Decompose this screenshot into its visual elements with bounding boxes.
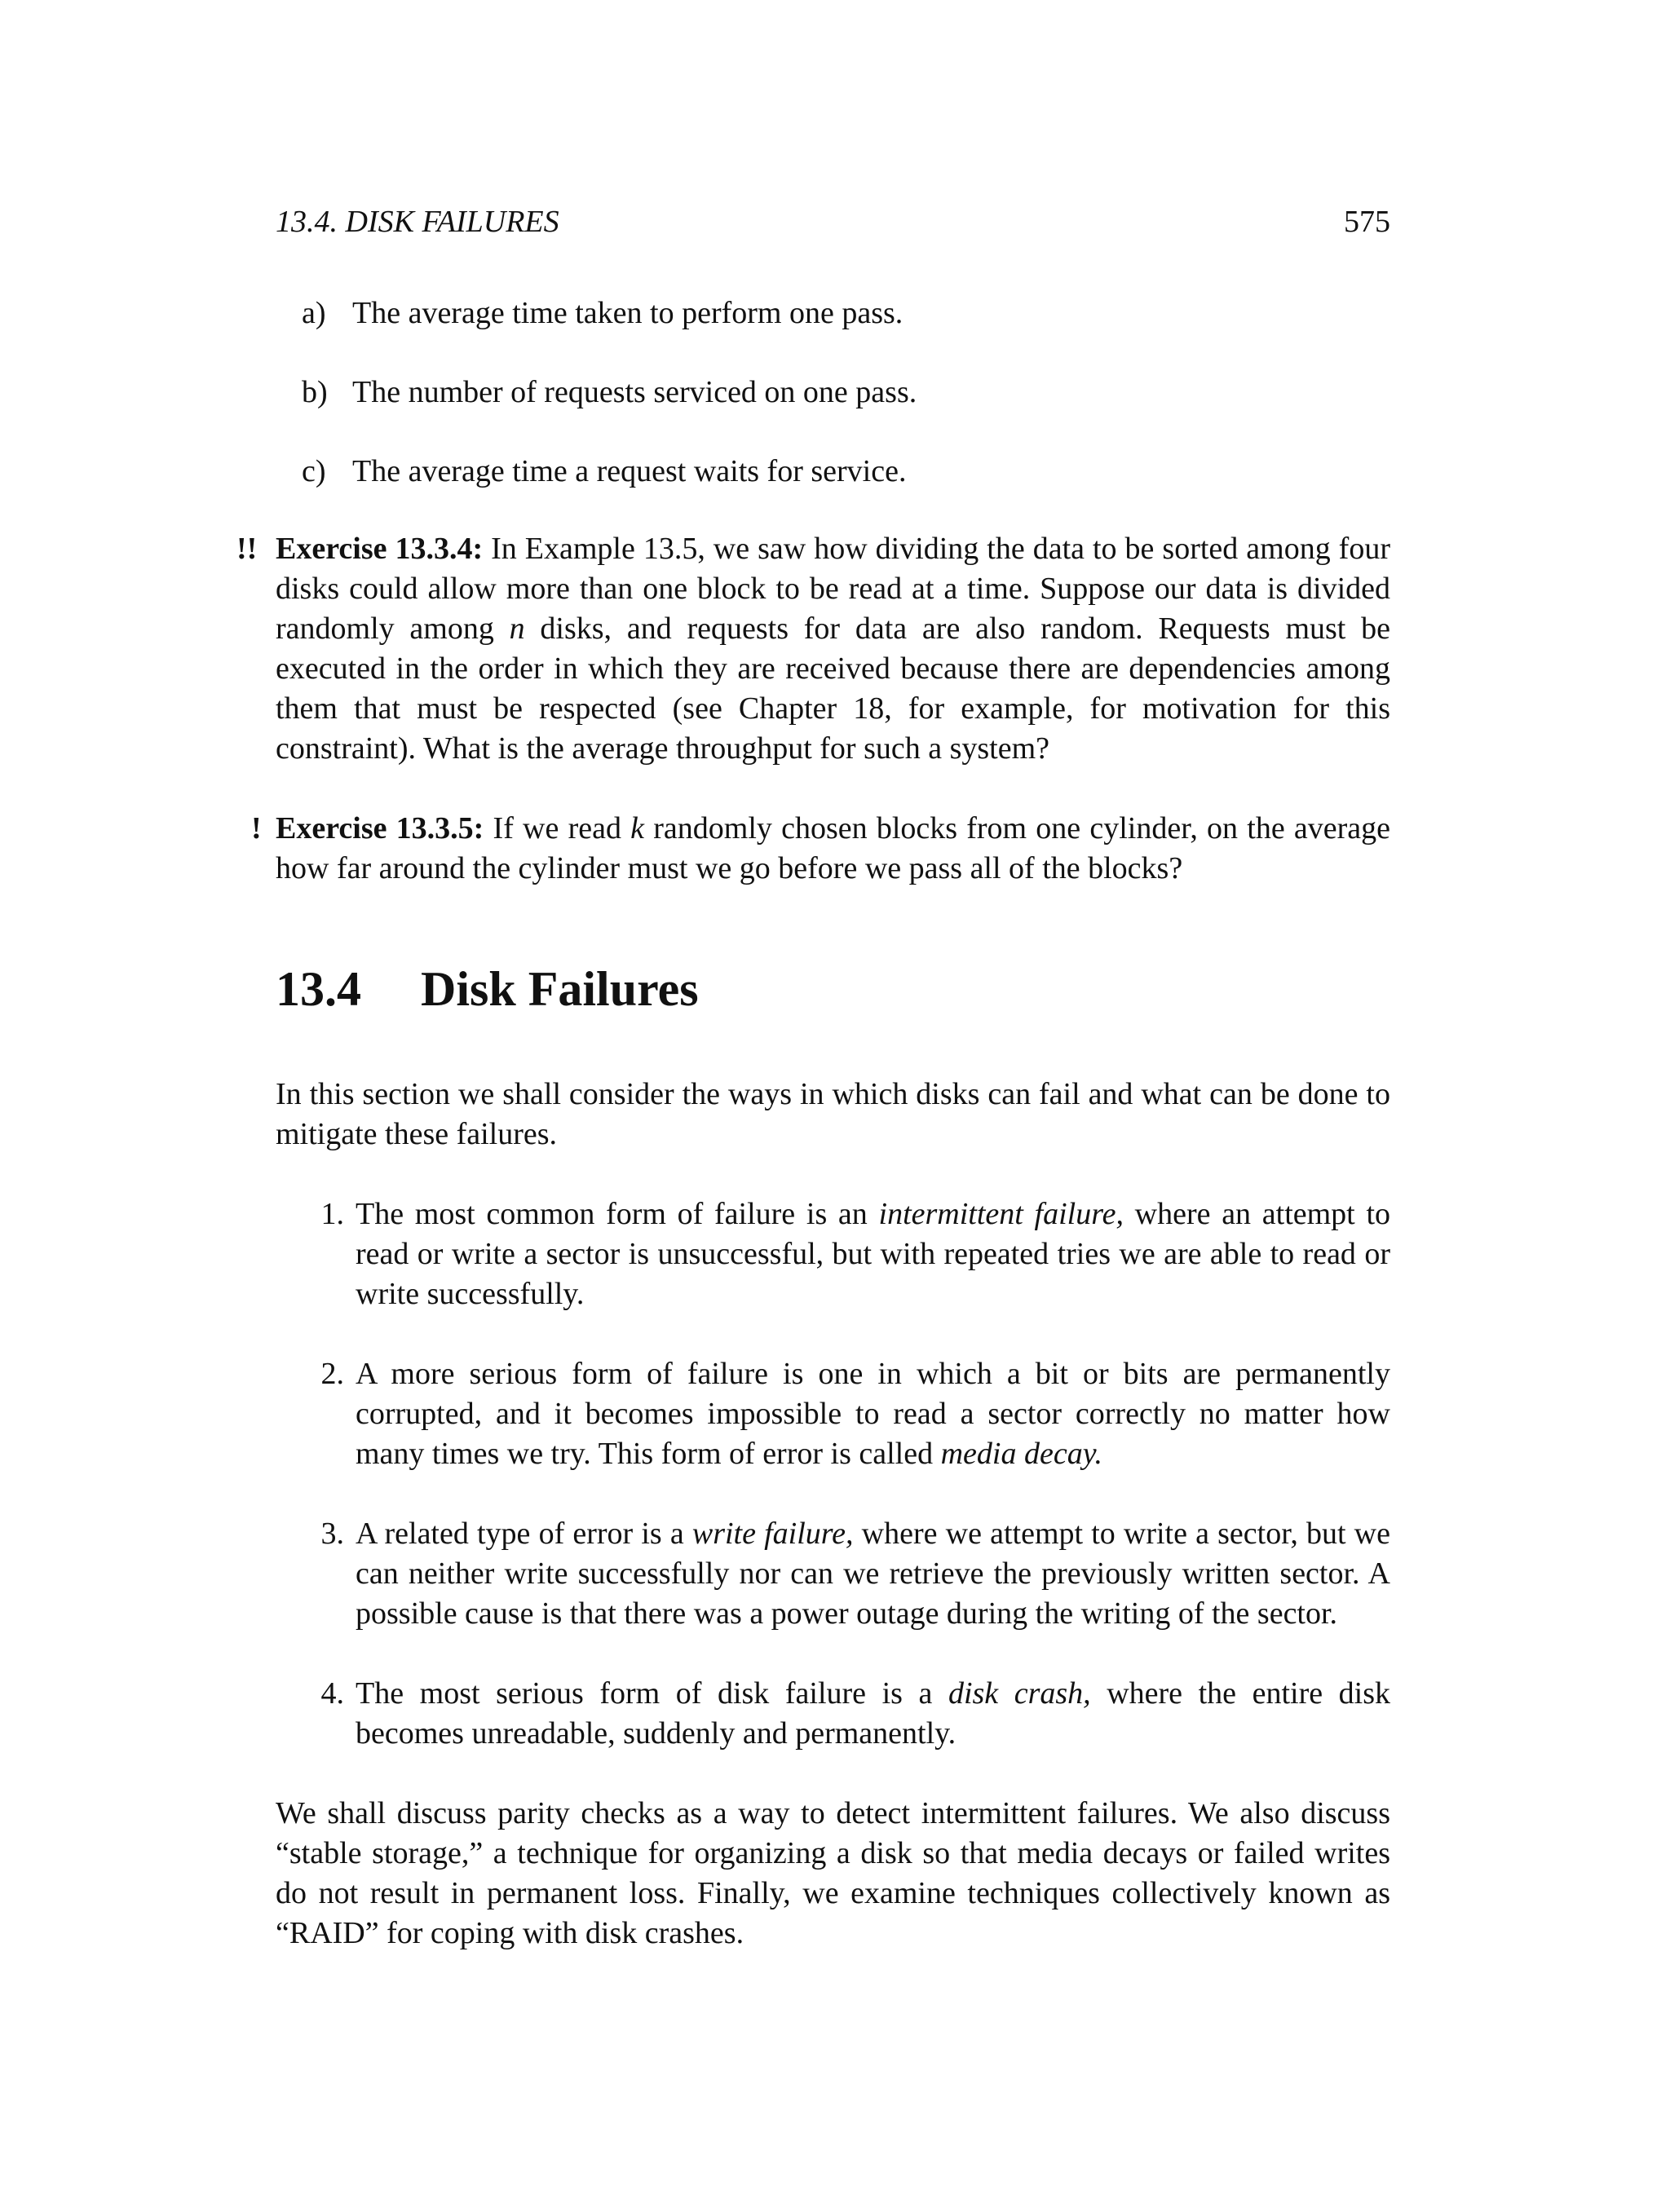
- list-item: [302, 452, 1390, 492]
- difficulty-marks: !!: [236, 532, 258, 566]
- text-span: where we attempt to write a sector, but we can neither write successfully nor can we retrieve the previously written sector. A possible cause is that there was a power outage during the writing of the sector.: [356, 1517, 1390, 1631]
- list-item: [302, 294, 1390, 333]
- failure-types-list: [276, 1194, 1390, 1754]
- exercise-text: randomly chosen blocks from one cylinder, on the average how far around the cylinder must we go before we pass all of the blocks?: [276, 811, 1391, 885]
- item-label: b): [302, 375, 328, 409]
- page-header: [276, 204, 1390, 240]
- exercise-subitems: [276, 294, 1390, 492]
- section-title: Disk Failures: [421, 962, 699, 1016]
- difficulty-marks: !: [251, 811, 262, 846]
- term: write failure,: [691, 1517, 854, 1551]
- item-text: [356, 1194, 1390, 1314]
- text-span: The most common form of failure is an: [356, 1197, 879, 1231]
- item-text: [356, 1514, 1390, 1634]
- exercise-13-3-4: [236, 529, 1390, 769]
- list-item: [276, 1194, 1390, 1314]
- exercise-label: Exercise 13.3.4:: [276, 532, 484, 566]
- page-number: 575: [1344, 205, 1390, 239]
- list-item: [276, 1674, 1390, 1754]
- text-span: The most serious form of disk failure is a: [356, 1676, 948, 1711]
- body-column: [236, 294, 1391, 1993]
- item-number: 4.: [320, 1676, 344, 1711]
- term: disk crash,: [948, 1676, 1091, 1711]
- list-item: [276, 1354, 1390, 1474]
- variable: n: [509, 612, 525, 646]
- text-span: A more serious form of failure is one in which a bit or bits are permanently corrupted, and it becomes impossible to read a sector correctly no matter how many times we try. This form of error is called: [356, 1357, 1390, 1471]
- exercise-13-3-5: [251, 809, 1391, 889]
- list-item: [276, 1514, 1390, 1634]
- exercise-text: If we read: [484, 811, 631, 846]
- item-number: 3.: [320, 1517, 344, 1551]
- section-heading: [276, 960, 1390, 1018]
- exercise-text: disks, and requests for data are also random. Requests must be executed in the order in which they are received because there are dependencies among them that must be respected (see Chapter 18, for example, for motivation for this constraint). What is the average throughput for such a system?: [276, 612, 1390, 766]
- running-title: 13.4. DISK FAILURES: [276, 205, 559, 239]
- closing-paragraph: We shall discuss parity checks as a way to detect intermittent failures. We also discuss “stable storage,” a technique for organizing a disk so that media decays or failed writes do not result in permanent loss. Finally, we examine techniques collectively known as “RAID” for coping with disk crashes.: [276, 1796, 1390, 1950]
- item-text: The average time a request waits for service.: [352, 454, 907, 488]
- section-number: 13.4: [276, 962, 361, 1016]
- exercise-text: In Example 13.5, we saw how dividing the data to be sorted among four disks could allow more than one block to be read at a time. Suppose our data is divided randomly among: [276, 532, 1390, 646]
- text-span: where the entire disk becomes unreadable, suddenly and permanently.: [356, 1676, 1391, 1751]
- item-label: a): [302, 296, 326, 330]
- term: intermittent failure,: [878, 1197, 1124, 1231]
- item-number: 1.: [320, 1197, 344, 1231]
- list-item: [302, 373, 1390, 413]
- item-label: c): [302, 454, 326, 488]
- text-span: A related type of error is a: [356, 1517, 692, 1551]
- text-span: where an attempt to read or write a sector is unsuccessful, but with repeated tries we are able to read or write successfully.: [356, 1197, 1390, 1311]
- item-text: The number of requests serviced on one pass.: [352, 375, 917, 409]
- item-text: The average time taken to perform one pass.: [352, 296, 903, 330]
- exercise-label: Exercise 13.3.5:: [276, 811, 484, 846]
- item-text: [356, 1674, 1390, 1754]
- item-number: 2.: [320, 1357, 344, 1391]
- intro-paragraph: In this section we shall consider the ways in which disks can fail and what can be done to mitigate these failures.: [276, 1077, 1390, 1151]
- variable: k: [630, 811, 645, 846]
- item-text: [356, 1354, 1390, 1474]
- term: media decay.: [940, 1437, 1102, 1471]
